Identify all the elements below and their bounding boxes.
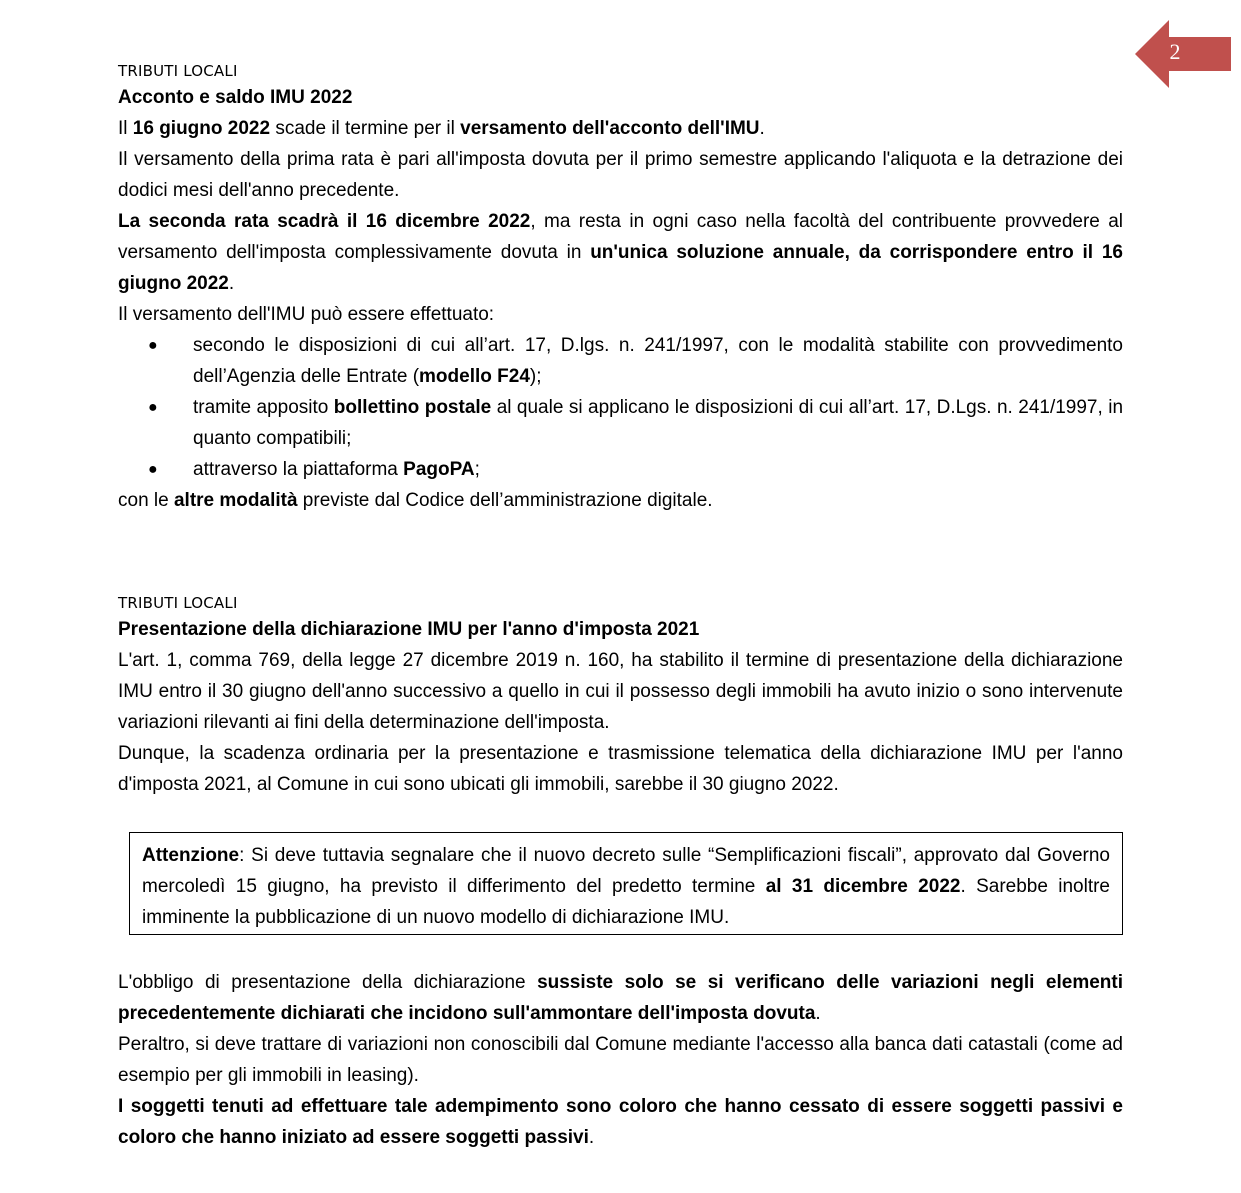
bullet-icon: ● <box>148 399 158 416</box>
section-title: Presentazione della dichiarazione IMU per l'anno d'imposta 2021 <box>118 619 700 640</box>
paragraph: L'obbligo di presentazione della dichiarazione sussiste solo se si verificano delle variazioni negli elementi precedentemente dichiarati che incidono sull'ammontare dell'imposta dovuta. <box>118 972 1123 1024</box>
paragraph: Il versamento dell'IMU può essere effettuato: <box>118 304 495 325</box>
list-item: ● attraverso la piattaforma PagoPA; <box>118 454 1123 485</box>
list-item: ● secondo le disposizioni di cui all’art. 17, D.lgs. n. 241/1997, con le modalità stabilite con provvedimento dell’Agenzia delle Entrate (modello F24); <box>118 330 1123 392</box>
bullet-icon: ● <box>148 461 158 478</box>
attention-text: Attenzione: Si deve tuttavia segnalare che il nuovo decreto sulle “Semplificazioni fiscali”, approvato dal Governo mercoledì 15 giugno, ha previsto il differimento del predetto termine al 31 dicembre 2022. Sarebbe inoltre imminente la pubblicazione di un nuovo modello di dichiarazione IMU. <box>142 845 1111 928</box>
section-title: Acconto e saldo IMU 2022 <box>118 87 353 108</box>
paragraph: I soggetti tenuti ad effettuare tale adempimento sono coloro che hanno cessato di essere soggetti passivi e coloro che hanno iniziato ad essere soggetti passivi. <box>118 1096 1123 1148</box>
attention-box <box>129 832 1123 935</box>
paragraph: con le altre modalità previste dal Codice dell’amministrazione digitale. <box>118 490 713 511</box>
paragraph: L'art. 1, comma 769, della legge 27 dicembre 2019 n. 160, ha stabilito il termine di presentazione della dichiarazione IMU entro il 30 giugno dell'anno successivo a quello in cui il possesso degli immobili ha avuto inizio o sono intervenute variazioni rilevanti ai fini della determinazione dell'imposta. <box>118 650 1123 733</box>
section-imu-acconto-saldo <box>118 60 1123 516</box>
payment-methods-list <box>118 330 1123 485</box>
section-kicker: TRIBUTI LOCALI <box>118 62 238 80</box>
page-number: 2 <box>1169 39 1181 64</box>
list-item: ● tramite apposito bollettino postale al quale si applicano le disposizioni di cui all’art. 17, D.Lgs. n. 241/1997, in quanto compatibili; <box>118 392 1123 454</box>
bullet-icon: ● <box>148 337 158 354</box>
paragraph: Dunque, la scadenza ordinaria per la presentazione e trasmissione telematica della dichiarazione IMU per l'anno d'imposta 2021, al Comune in cui sono ubicati gli immobili, sarebbe il 30 giugno 2022. <box>118 743 1123 795</box>
paragraph: La seconda rata scadrà il 16 dicembre 2022, ma resta in ogni caso nella facoltà del contribuente provvedere al versamento dell'imposta complessivamente dovuta in un'unica soluzione annuale, da corrispondere entro il 16 giugno 2022. <box>118 211 1123 294</box>
section-kicker: TRIBUTI LOCALI <box>118 594 238 612</box>
paragraph: Peraltro, si deve trattare di variazioni non conoscibili dal Comune mediante l'accesso alla banca dati catastali (come ad esempio per gli immobili in leasing). <box>118 1034 1123 1086</box>
paragraph: Il 16 giugno 2022 scade il termine per il versamento dell'acconto dell'IMU. <box>118 118 765 139</box>
paragraph: Il versamento della prima rata è pari all'imposta dovuta per il primo semestre applicando l'aliquota e la detrazione dei dodici mesi dell'anno precedente. <box>118 149 1123 201</box>
section-dichiarazione-imu <box>118 592 1123 1153</box>
